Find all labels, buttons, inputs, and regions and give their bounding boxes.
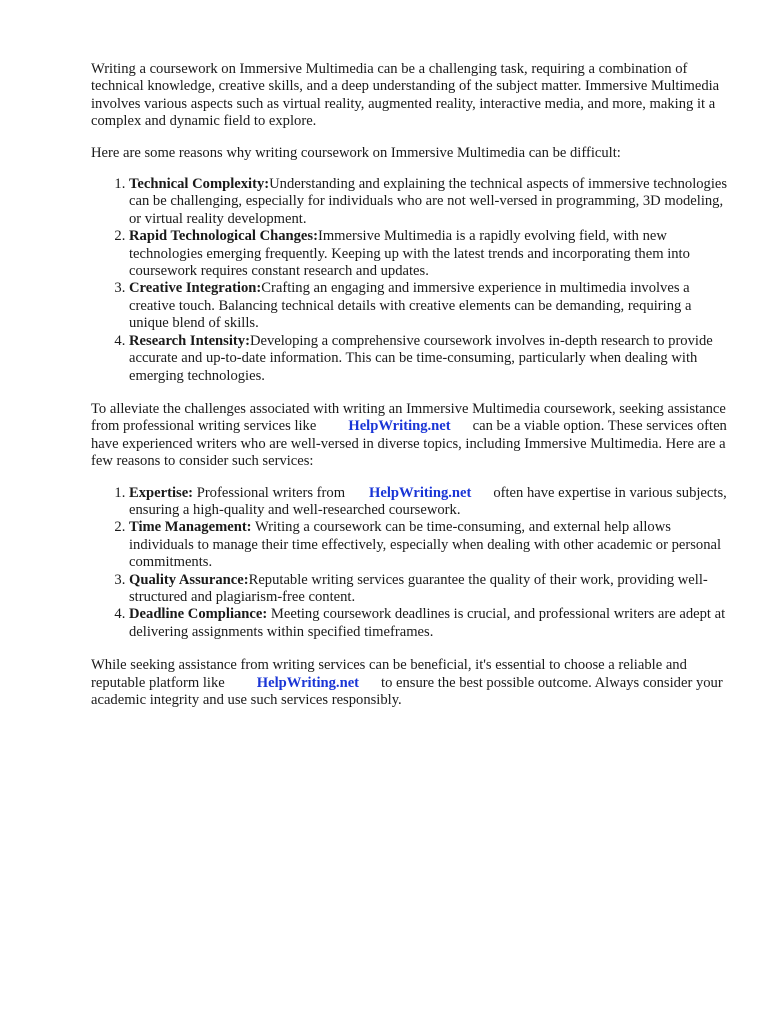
reason-text: Immersive Multimedia is a rapidly evolving field, with new technologies emerging frequently. Keeping up with the latest trends and incorporating them into coursework requires constant research and updates. [129,228,690,280]
reason-term: Rapid Technological Changes: [129,228,318,245]
helpwriting-link[interactable]: HelpWriting.net [256,674,360,691]
reason-term: Research Intensity: [129,332,250,349]
service-text-before: Professional writers from [196,484,346,501]
reason-text: Developing a comprehensive coursework involves in-depth research to provide accurate and up-to-date information. This can be time-consuming, particularly when dealing with emerging technologies. [129,332,713,384]
list-item [129,572,731,607]
list-item [129,485,731,520]
service-term: Deadline Compliance: [129,606,268,623]
closing-paragraph [91,657,731,709]
service-text: Reputable writing services guarantee the quality of their work, providing well-structured and plagiarism-free content. [129,571,708,605]
reason-text: Understanding and explaining the technical aspects of immersive technologies can be challenging, especially for individuals who are not well-versed in programming, 3D modeling, or virtual reality development. [129,176,728,227]
reasons-intro: Here are some reasons why writing coursework on Immersive Multimedia can be difficult: [91,144,621,161]
service-text: Meeting coursework deadlines is crucial, and professional writers are adept at delivering assignments within specified timeframes. [129,606,726,640]
alleviate-text-before: To alleviate the challenges associated with writing an Immersive Multimedia coursework, seeking assistance from professional writing services like [91,400,726,435]
closing-text-after: to ensure the best possible outcome. Always consider your academic integrity and use such services responsibly. [91,674,723,708]
list-item [129,519,731,571]
list-item [129,333,731,385]
alleviate-text-after: can be a viable option. These services often have experienced writers who are well-versed in diverse topics, including Immersive Multimedia. Here are a few reasons to consider such services: [91,418,727,470]
document-page [91,61,731,723]
service-text: often have expertise in various subjects, ensuring a high-quality and well-researched coursework. [129,484,727,518]
list-item [129,176,731,228]
reasons-list [91,176,731,385]
services-list [91,485,731,642]
closing-text-before: While seeking assistance from writing services can be beneficial, it's essential to choose a reliable and reputable platform like [91,657,687,691]
reason-term: Technical Complexity: [129,176,270,193]
helpwriting-link[interactable]: HelpWriting.net [348,418,451,435]
list-item [129,228,731,280]
reason-text: Crafting an engaging and immersive experience in multimedia involves a creative touch. Balancing technical details with creative elements can be demanding, requiring a unique blend of skills. [129,280,692,332]
alleviate-paragraph [91,401,731,471]
helpwriting-link[interactable]: HelpWriting.net [369,484,472,501]
reason-term: Creative Integration: [129,280,262,297]
list-item [129,280,731,332]
service-text: Writing a coursework can be time-consuming, and external help allows individuals to manage their time effectively, especially when dealing with other academic or personal commitments. [129,519,722,571]
list-item [129,606,731,641]
intro-paragraph: Writing a coursework on Immersive Multimedia can be a challenging task, requiring a combination of technical knowledge, creative skills, and a deep understanding of the subject matter. Immersive Multimedia involves various aspects such as virtual reality, augmented reality, interactive media, and more, making it a complex and dynamic field to explore. [91,61,720,130]
service-term: Time Management: [129,519,252,536]
service-term: Quality Assurance: [129,571,249,588]
service-term: Expertise: [129,484,194,501]
